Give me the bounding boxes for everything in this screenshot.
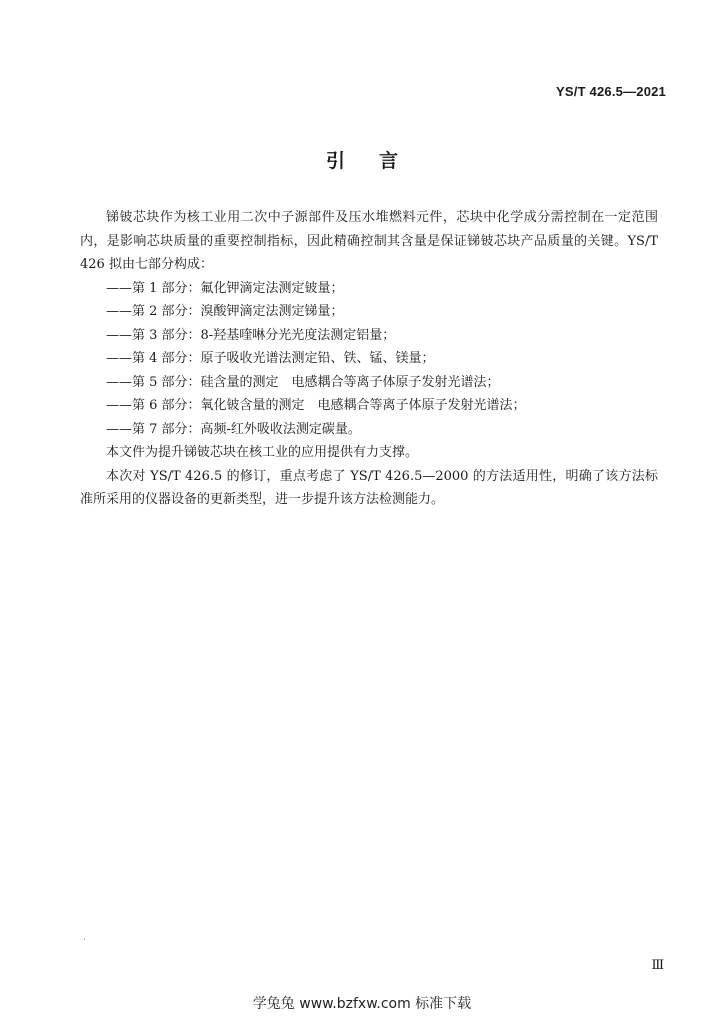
list-item: ——第 7 部分：高频-红外吸收法测定碳量。 [106, 421, 361, 437]
intro-paragraph-2: 本文件为提升锑铍芯块在核工业的应用提供有力支撑。 [106, 445, 419, 460]
parts-list [80, 277, 658, 442]
list-item: ——第 2 部分：溴酸钾滴定法测定锑量； [106, 304, 344, 319]
page-title: 引言 [325, 150, 432, 172]
intro-paragraph-1: 锑铍芯块作为核工业用二次中子源部件及压水堆燃料元件，芯块中化学成分需控制在一定范围内，是影响芯块质量的重要控制指标，因此精确控制其含量是保证锑铍芯块产品质量的关键。YS/T 426 拟由七部分构成： [80, 210, 658, 272]
scan-speck [84, 938, 85, 940]
standard-number: YS/T 426.5—2021 [556, 84, 666, 99]
introduction-body [80, 206, 658, 512]
list-item: ——第 1 部分：氟化钾滴定法测定铍量； [106, 280, 344, 296]
page-number: Ⅲ [651, 958, 664, 973]
list-item: ——第 4 部分：原子吸收光谱法测定铅、铁、锰、镁量； [106, 351, 435, 366]
list-item: ——第 3 部分：8-羟基喹啉分光光度法测定铝量； [106, 327, 396, 343]
intro-paragraph-3: 本次对 YS/T 426.5 的修订，重点考虑了 YS/T 426.5—2000 的方法适用性，明确了该方法标准所采用的仪器设备的更新类型，进一步提升该方法检测能力。 [80, 468, 658, 507]
list-item: ——第 5 部分：硅含量的测定 电感耦合等离子体原子发射光谱法； [106, 374, 500, 390]
list-item: ——第 6 部分：氧化铍含量的测定 电感耦合等离子体原子发射光谱法； [106, 398, 526, 413]
watermark-text: 学兔兔 www.bzfxw.com 标准下载 [252, 996, 472, 1012]
